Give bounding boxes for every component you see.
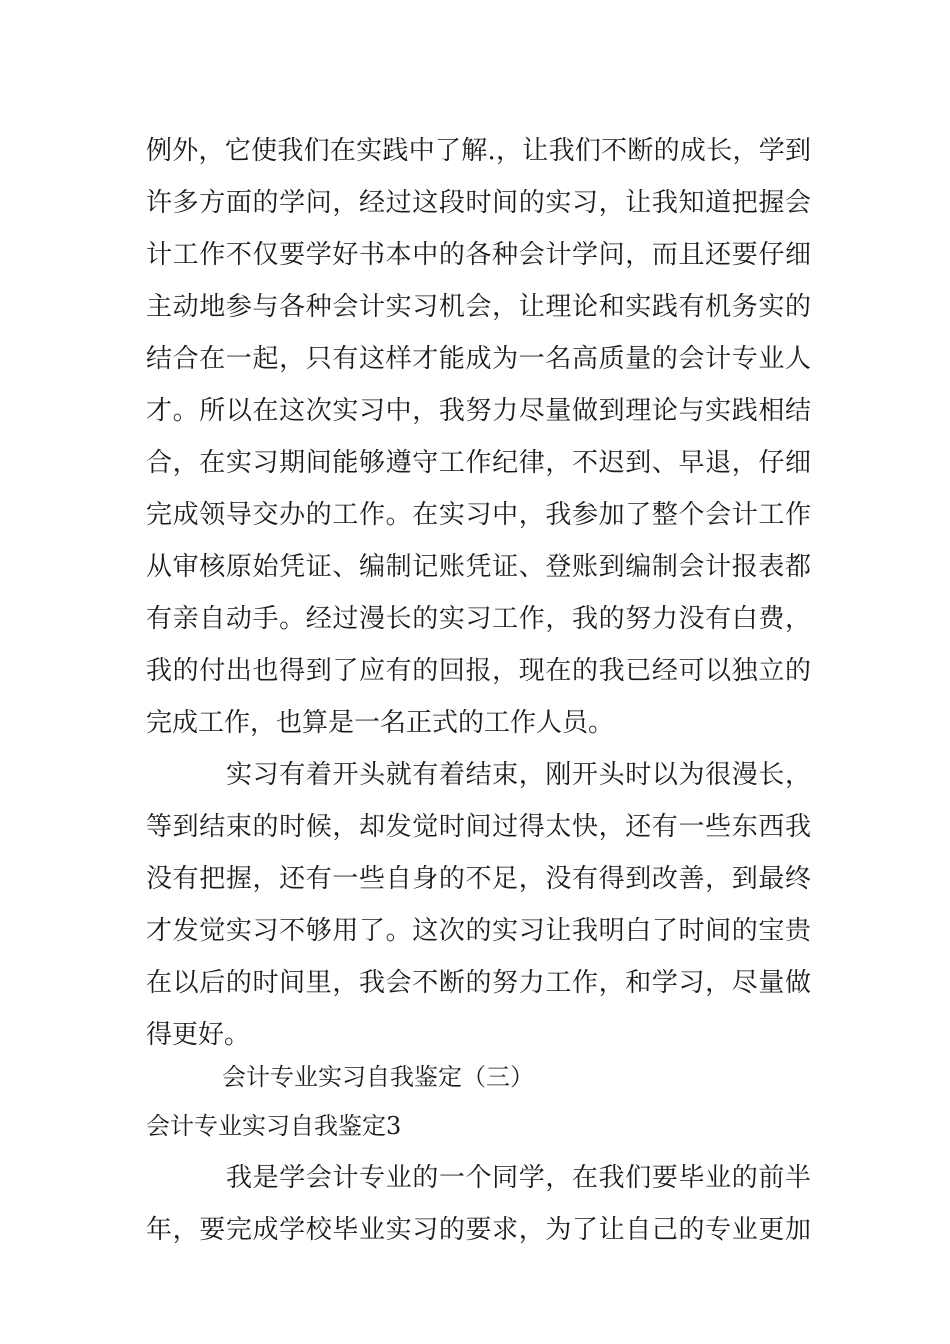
text-line: 才。所以在这次实习中，我努力尽量做到理论与实践相结 — [146, 396, 811, 426]
text-line: 才发觉实习不够用了。这次的实习让我明白了时间的宝贵 — [146, 916, 811, 946]
text-line: 结合在一起，只有这样才能成为一名高质量的会计专业人 — [146, 344, 811, 374]
text-line: 例外，它使我们在实践中了解.，让我们不断的成长，学到 — [146, 136, 811, 166]
text-line: 许多方面的学问，经过这段时间的实习，让我知道把握会 — [146, 188, 811, 218]
text-line: 有亲自动手。经过漫长的实习工作，我的努力没有白费， — [146, 604, 811, 634]
text-line: 在以后的时间里，我会不断的努力工作，和学习，尽量做 — [146, 968, 811, 998]
text-line: 完成工作，也算是一名正式的工作人员。 — [146, 708, 615, 738]
text-line: 主动地参与各种会计实习机会，让理论和实践有机务实的 — [146, 292, 811, 322]
text-line: 完成领导交办的工作。在实习中，我参加了整个会计工作 — [146, 500, 811, 530]
text-line: 我是学会计专业的一个同学，在我们要毕业的前半 — [226, 1163, 811, 1193]
text-line: 没有把握，还有一些自身的不足，没有得到改善，到最终 — [146, 864, 811, 894]
text-line: 计工作不仅要学好书本中的各种会计学问，而且还要仔细 — [146, 240, 811, 270]
section-title: 会计专业实习自我鉴定（三） — [222, 1063, 534, 1091]
text-line: 实习有着开头就有着结束，刚开头时以为很漫长， — [226, 760, 811, 790]
text-line: 等到结束的时候，却发觉时间过得太快，还有一些东西我 — [146, 812, 811, 842]
text-line: 从审核原始凭证、编制记账凭证、登账到编制会计报表都 — [146, 552, 811, 582]
text-line: 我的付出也得到了应有的回报，现在的我已经可以独立的 — [146, 656, 811, 686]
subtitle: 会计专业实习自我鉴定3 — [146, 1112, 402, 1140]
text-line: 得更好。 — [146, 1020, 251, 1050]
text-line: 合，在实习期间能够遵守工作纪律，不迟到、早退，仔细 — [146, 448, 811, 478]
text-line: 年，要完成学校毕业实习的要求，为了让自己的专业更加 — [146, 1215, 811, 1245]
